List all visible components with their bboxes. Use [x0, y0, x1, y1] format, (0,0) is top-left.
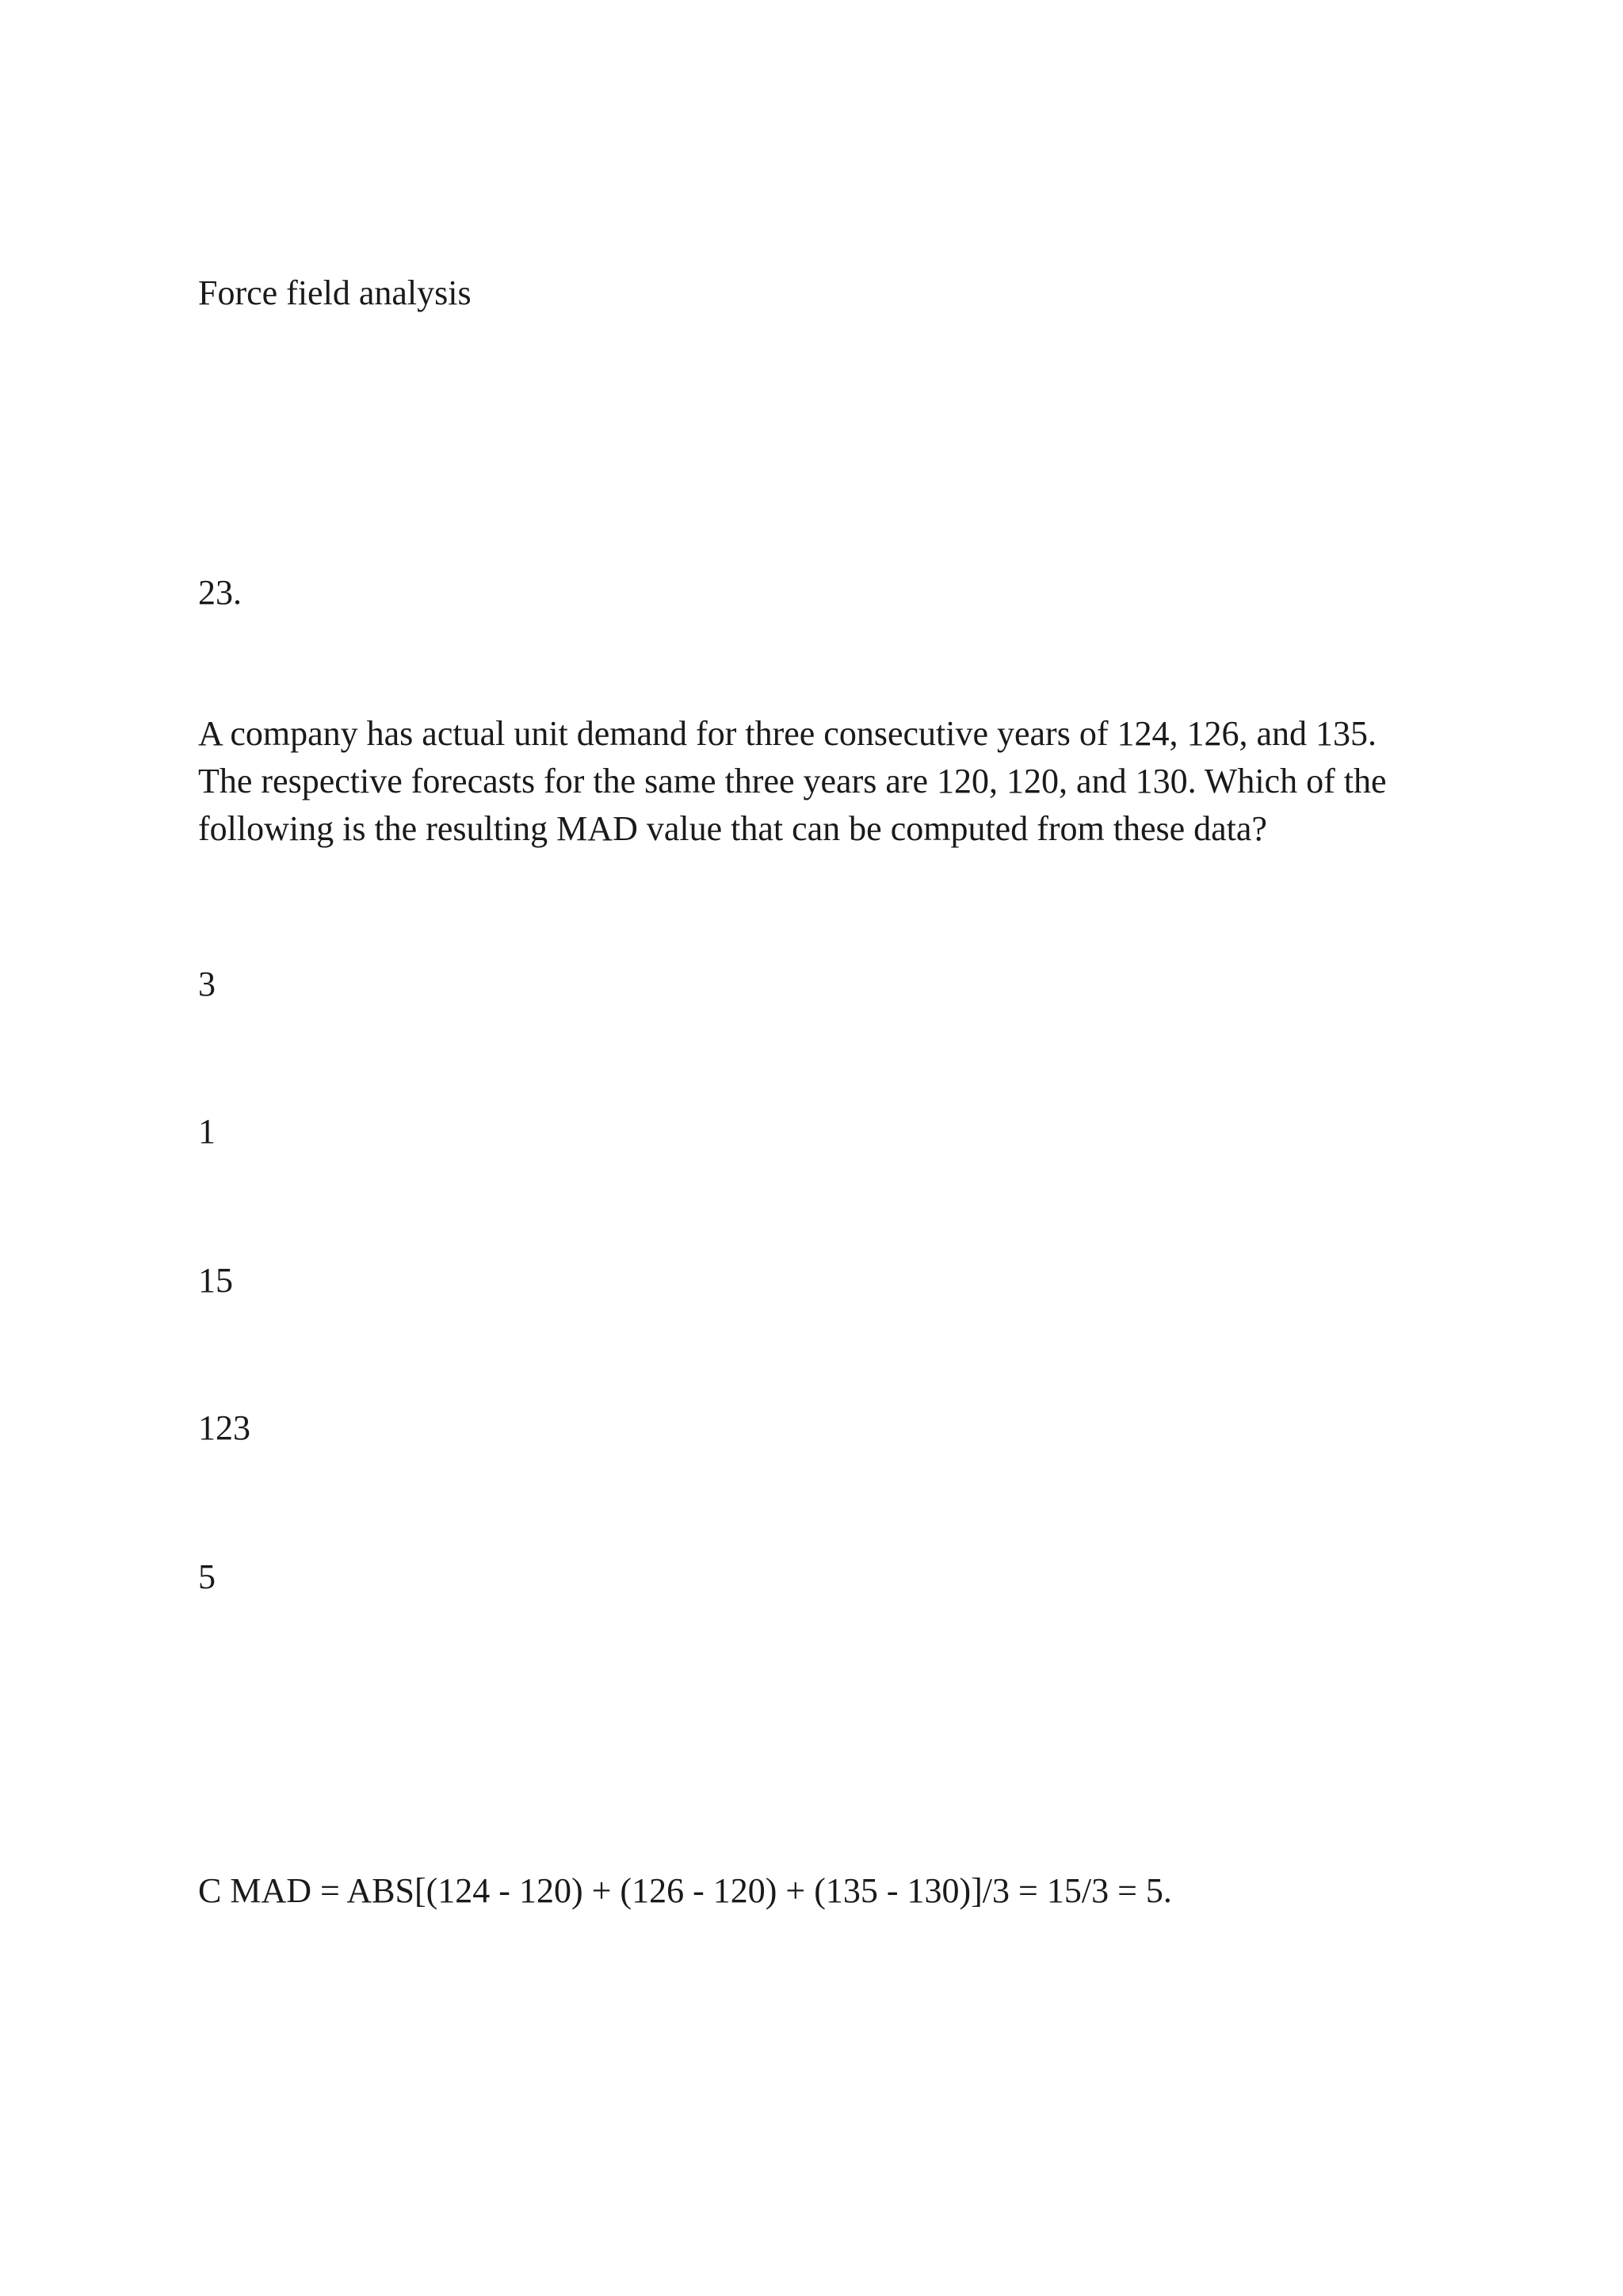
answer-option: 123 [198, 1408, 250, 1447]
question-text [198, 710, 1434, 853]
answer-option: 3 [198, 965, 216, 1003]
answer-option: 15 [198, 1261, 233, 1300]
previous-answer-text: Force field analysis [198, 273, 472, 312]
question-number: 23. [198, 573, 242, 612]
answer-option: 1 [198, 1112, 216, 1151]
question-line: following is the resulting MAD value that can be computed from these data? [198, 809, 1267, 848]
answer-explanation: C MAD = ABS[(124 - 120) + (126 - 120) + (135 - 130)]/3 = 15/3 = 5. [198, 1871, 1172, 1910]
answer-option: 5 [198, 1557, 216, 1596]
question-line: A company has actual unit demand for three consecutive years of 124, 126, and 135. [198, 714, 1377, 753]
question-line: The respective forecasts for the same three years are 120, 120, and 130. Which of the [198, 762, 1387, 800]
